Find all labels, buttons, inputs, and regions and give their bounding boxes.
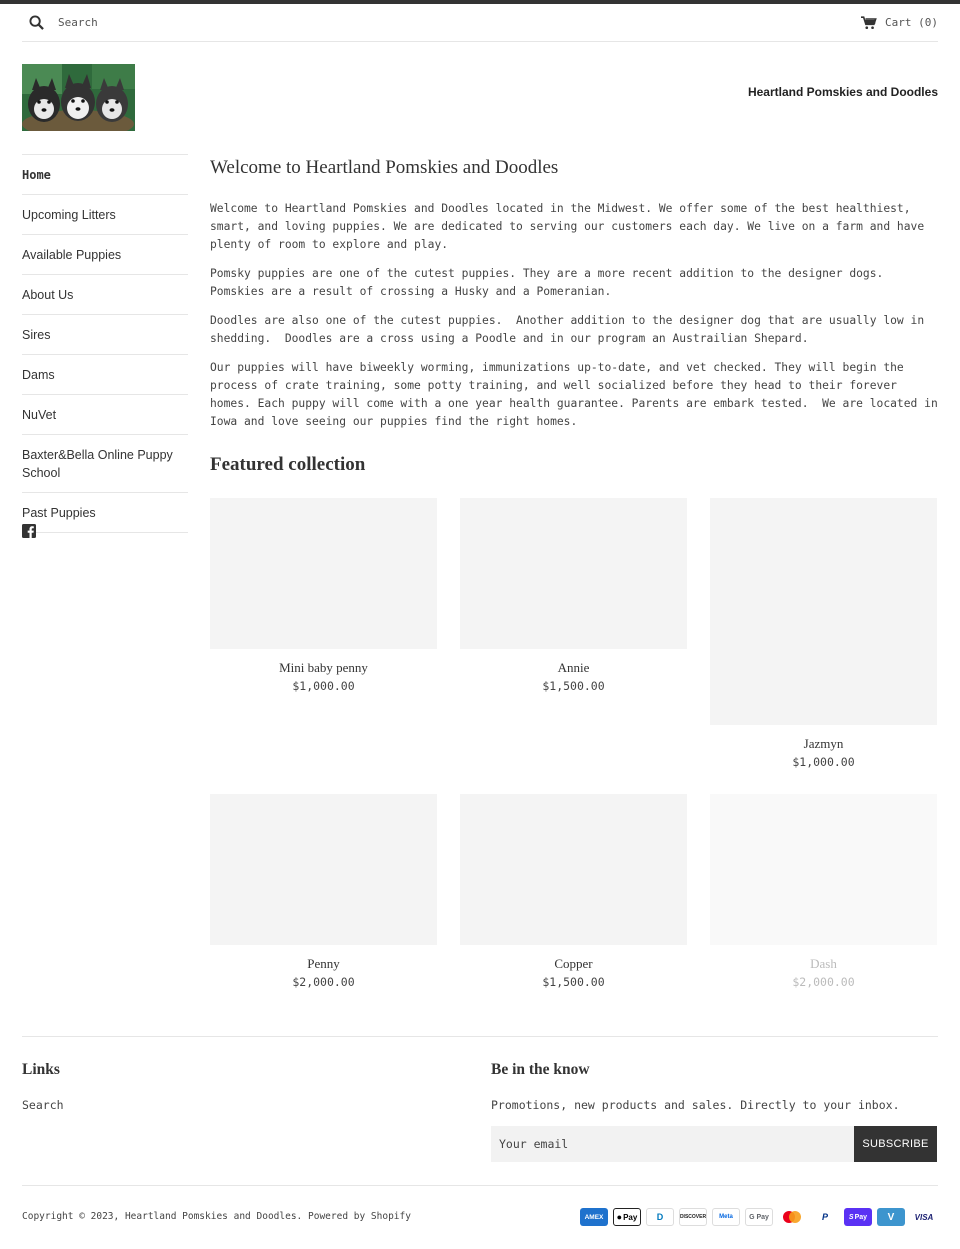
care-paragraph: Our puppies will have biweekly worming, immunizations up-to-date, and vet checked. They will begin the process of crate training, some potty training, and well socialized before they head to their forever homes. Each puppy will come with a one year health guarantee. Parents are embark tested. We are located in Iowa and love seeing our puppies find the right homes. xyxy=(210,361,945,428)
product-image[interactable] xyxy=(460,498,687,649)
pomsky-paragraph: Pomsky puppies are one of the cutest puppies. They are a more recent addition to the designer dogs. Pomskies are a result of crossing a Husky and a Pomeranian. xyxy=(210,267,891,298)
product-image[interactable] xyxy=(210,794,437,945)
site-name[interactable]: Heartland Pomskies and Doodles xyxy=(747,85,938,99)
product-card[interactable] xyxy=(460,794,687,989)
doodle-paragraph: Doodles are also one of the cutest puppies. Another addition to the designer dog that are usually low in shedding. Doodles are a cross using a Poodle and in our program an Austrailian Shepard. xyxy=(210,314,931,345)
search-input[interactable] xyxy=(58,16,358,29)
sidebar-item-puppy-school[interactable]: Baxter&Bella Online Puppy School xyxy=(22,435,188,493)
product-card[interactable] xyxy=(710,794,937,989)
copyright-prefix: Copyright © 2023, xyxy=(22,1211,125,1222)
product-price: $1,500.00 xyxy=(542,679,605,693)
intro-paragraph: Welcome to Heartland Pomskies and Doodles located in the Midwest. We offer some of the best healthiest, smart, and loving puppies. We are dedicated to serving our customers each day. We live on a farm and have plenty of room to explore and play. xyxy=(210,202,931,251)
product-image[interactable] xyxy=(710,498,937,725)
header-bar xyxy=(22,4,938,42)
sidebar-item-sires[interactable]: Sires xyxy=(22,315,188,355)
product-price: $1,000.00 xyxy=(792,755,855,769)
footer-links-title: Links xyxy=(22,1061,60,1078)
copyright xyxy=(22,1211,411,1222)
copyright-store-link[interactable]: Heartland Pomskies and Doodles xyxy=(124,1211,297,1222)
sidebar-item-nuvet[interactable]: NuVet xyxy=(22,395,188,435)
diners-club-icon: D xyxy=(646,1208,674,1226)
google-pay-icon: G Pay xyxy=(745,1208,773,1226)
product-name[interactable]: Penny xyxy=(307,956,340,971)
product-price: $2,000.00 xyxy=(792,975,855,989)
sidebar-item-past-puppies[interactable]: Past Puppies xyxy=(22,493,188,533)
search-icon[interactable] xyxy=(26,13,46,33)
sidebar-nav xyxy=(22,154,188,533)
shop-pay-icon: S Pay xyxy=(844,1208,872,1226)
newsletter-text: Promotions, new products and sales. Directly to your inbox. xyxy=(491,1098,900,1112)
discover-icon: DISCOVER xyxy=(679,1208,707,1226)
sidebar-item-about-us[interactable]: About Us xyxy=(22,275,188,315)
site-logo[interactable] xyxy=(22,64,135,131)
apple-pay-icon: ● Pay xyxy=(613,1208,641,1226)
main-content xyxy=(210,154,945,431)
footer-divider xyxy=(22,1036,938,1037)
footer-link-search[interactable]: Search xyxy=(22,1098,64,1112)
product-image[interactable] xyxy=(710,794,937,945)
subscribe-button[interactable]: SUBSCRIBE xyxy=(854,1126,937,1162)
venmo-icon: V xyxy=(877,1208,905,1226)
amex-icon: AMEX xyxy=(580,1208,608,1226)
product-price: $1,500.00 xyxy=(542,975,605,989)
shop-pay-label: Pay xyxy=(854,1213,868,1221)
apple-pay-label: Pay xyxy=(623,1212,638,1222)
footer-divider-bottom xyxy=(22,1185,938,1186)
product-price: $2,000.00 xyxy=(292,975,355,989)
sidebar-item-home[interactable]: Home xyxy=(22,155,188,195)
featured-collection-title: Featured collection xyxy=(210,454,366,475)
product-name[interactable]: Dash xyxy=(810,956,837,971)
visa-icon: VISA xyxy=(910,1208,938,1226)
product-card[interactable] xyxy=(210,794,437,989)
product-name[interactable]: Annie xyxy=(557,660,590,675)
sidebar-item-dams[interactable]: Dams xyxy=(22,355,188,395)
payment-icons xyxy=(580,1208,938,1226)
page-title: Welcome to Heartland Pomskies and Doodles xyxy=(210,157,559,178)
copyright-separator: . xyxy=(296,1211,308,1222)
product-price: $1,000.00 xyxy=(292,679,355,693)
email-field[interactable] xyxy=(491,1126,854,1162)
cart-link[interactable] xyxy=(861,16,938,30)
newsletter-title: Be in the know xyxy=(491,1061,590,1078)
powered-by-link[interactable]: Powered by Shopify xyxy=(308,1211,411,1222)
product-card[interactable] xyxy=(460,498,687,693)
product-name[interactable]: Mini baby penny xyxy=(279,660,368,675)
cart-label: Cart (0) xyxy=(885,16,938,29)
meta-pay-icon: Meta xyxy=(712,1208,740,1226)
paypal-icon: P xyxy=(811,1208,839,1226)
product-card[interactable] xyxy=(210,498,437,693)
mastercard-icon xyxy=(778,1208,806,1226)
sidebar-item-available-puppies[interactable]: Available Puppies xyxy=(22,235,188,275)
product-card[interactable] xyxy=(710,498,937,769)
product-name[interactable]: Jazmyn xyxy=(803,736,844,751)
cart-icon xyxy=(861,16,877,30)
product-image[interactable] xyxy=(460,794,687,945)
product-name[interactable]: Copper xyxy=(554,956,593,971)
facebook-icon[interactable] xyxy=(22,524,36,538)
product-image[interactable] xyxy=(210,498,437,649)
sidebar-item-upcoming-litters[interactable]: Upcoming Litters xyxy=(22,195,188,235)
